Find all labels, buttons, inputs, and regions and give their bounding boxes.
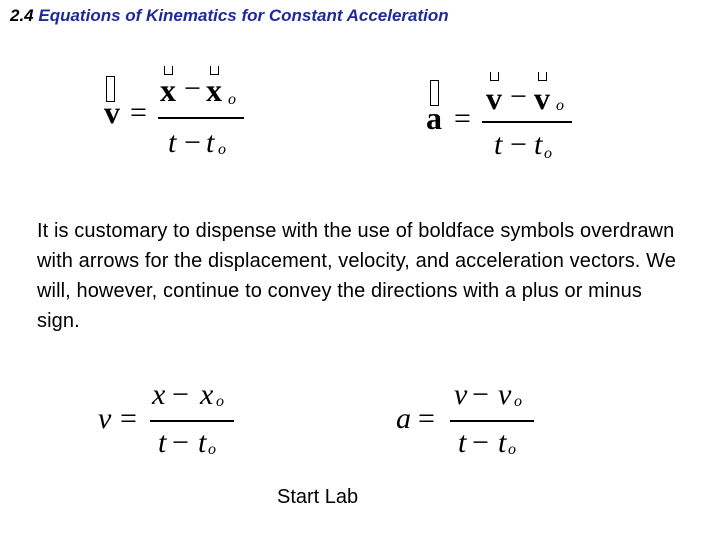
- denominator-term: t: [534, 128, 543, 161]
- start-lab-link[interactable]: Start Lab: [277, 486, 359, 508]
- minus-sign: −: [172, 378, 189, 411]
- equals-sign: =: [454, 102, 471, 135]
- fraction-bar: [482, 121, 572, 123]
- numerator-term: v: [534, 80, 550, 116]
- numerator-term: x: [206, 72, 222, 108]
- denominator-term: t: [168, 126, 177, 159]
- slide-title: [10, 6, 449, 26]
- lhs-symbol: a: [426, 100, 442, 136]
- vector-velocity-equation: [100, 60, 260, 170]
- subscript-o: o: [556, 97, 564, 114]
- scalar-velocity-equation: [96, 380, 256, 470]
- numerator-term: v: [498, 378, 512, 411]
- lhs-symbol: a: [396, 402, 411, 435]
- minus-sign: −: [472, 378, 489, 411]
- subscript-o: o: [508, 441, 516, 458]
- minus-sign: −: [172, 426, 189, 459]
- denominator-term: t: [494, 128, 503, 161]
- numerator-term: v: [454, 378, 468, 411]
- title-text: Equations of Kinematics for Constant Acceleration: [38, 6, 449, 25]
- subscript-o: o: [218, 141, 226, 158]
- scalar-acceleration-equation: [396, 380, 556, 470]
- subscript-o: o: [544, 145, 552, 162]
- fraction-bar: [150, 420, 234, 422]
- denominator-term: t: [498, 426, 507, 459]
- denominator-term: t: [458, 426, 467, 459]
- subscript-o: o: [208, 441, 216, 458]
- denominator-term: t: [206, 126, 215, 159]
- subscript-o: o: [514, 393, 522, 410]
- minus-sign: −: [184, 72, 201, 105]
- minus-sign: −: [472, 426, 489, 459]
- explanatory-paragraph: It is customary to dispense with the use of boldface symbols overdrawn with arrows for the displacement, velocity, and acceleration vectors. We will, however, continue to convey the directions with a plus or minus sign.: [37, 220, 676, 332]
- subscript-o: o: [216, 393, 224, 410]
- minus-sign: −: [184, 126, 201, 159]
- denominator-term: t: [158, 426, 167, 459]
- numerator-term: x: [200, 378, 214, 411]
- fraction-bar: [158, 117, 244, 119]
- minus-sign: −: [510, 80, 527, 113]
- vector-acceleration-equation: [424, 66, 594, 176]
- subscript-o: o: [228, 91, 236, 108]
- lhs-symbol: v: [104, 94, 120, 130]
- equals-sign: =: [130, 96, 147, 129]
- equals-sign: =: [120, 402, 137, 435]
- lhs-symbol: v: [98, 402, 112, 435]
- section-number: 2.4: [10, 6, 34, 25]
- equals-sign: =: [418, 402, 435, 435]
- fraction-bar: [450, 420, 534, 422]
- denominator-term: t: [198, 426, 207, 459]
- minus-sign: −: [510, 128, 527, 161]
- numerator-term: x: [160, 72, 176, 108]
- numerator-term: v: [486, 80, 502, 116]
- numerator-term: x: [152, 378, 166, 411]
